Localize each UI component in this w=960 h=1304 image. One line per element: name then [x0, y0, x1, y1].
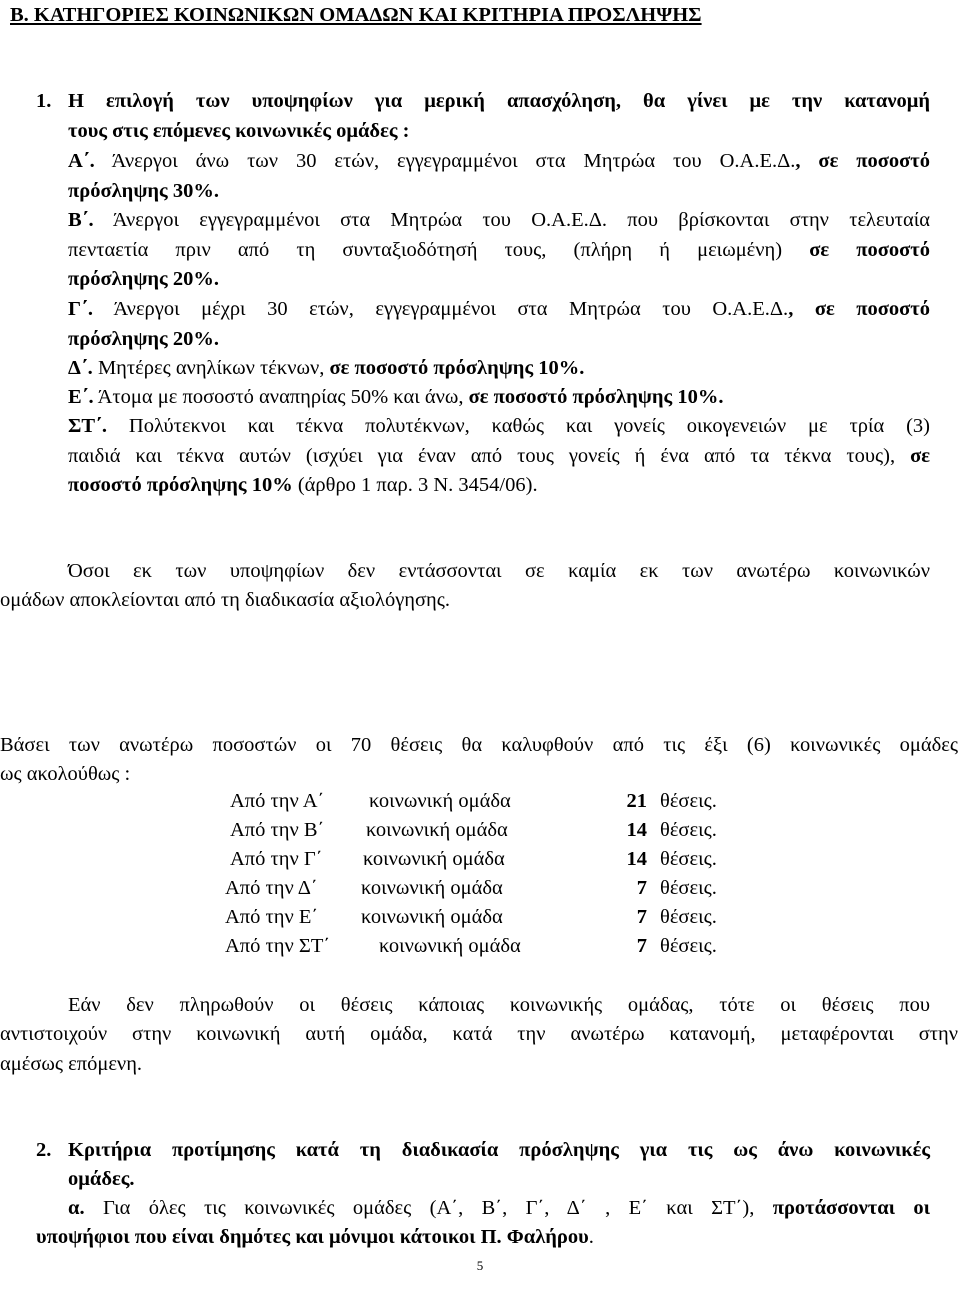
- row-unit: θέσεις.: [660, 819, 717, 841]
- table-row: [0, 846, 960, 872]
- item1-heading-line2: τους στις επόμενες κοινωνικές ομάδες :: [68, 120, 410, 142]
- group-a-line1: [68, 148, 930, 174]
- group-st-line3: [68, 472, 538, 498]
- row-count: 14: [626, 819, 647, 841]
- group-g-line2: πρόσληψης 20%.: [68, 328, 219, 350]
- item2-a-line2-bold: υποψήφιοι που είναι δημότες και μόνιμοι κάτοικοι Π. Φαλήρου: [36, 1226, 589, 1248]
- row-unit: θέσεις.: [660, 790, 717, 812]
- group-b-label: Β΄.: [68, 209, 94, 231]
- allocation-line1: Βάσει των ανωτέρω ποσοστών οι 70 θέσεις θα καλυφθούν από τις έξι (6) κοινωνικές ομάδες: [0, 734, 958, 756]
- group-st-line2-text: παιδιά και τέκνα αυτών (ισχύει για έναν από τους γονείς ή ένα από τα τέκνα τους),: [68, 445, 911, 467]
- transfer-line3: αμέσως επόμενη.: [0, 1053, 143, 1075]
- item2-a-line2-end: .: [588, 1226, 594, 1248]
- item2-heading-line2: ομάδες.: [68, 1168, 135, 1190]
- row-group: κοινωνική ομάδα: [363, 848, 505, 870]
- row-count: 7: [636, 877, 647, 899]
- table-row: [0, 933, 960, 959]
- table-row: [0, 904, 960, 930]
- row-group: κοινωνική ομάδα: [366, 819, 508, 841]
- group-b-line2-bold: σε ποσοστό: [809, 239, 930, 261]
- page-number: 5: [476, 1258, 484, 1273]
- group-st-line2: [68, 443, 930, 469]
- exclusion-line2: ομάδων αποκλείονται από τη διαδικασία αξιολόγησης.: [0, 589, 450, 611]
- transfer-line2: αντιστοιχούν στην κοινωνική αυτή ομάδα, κατά την ανωτέρω κατανομή, μεταφέρονται στην: [0, 1023, 958, 1045]
- section-title: Β. ΚΑΤΗΓΟΡΙΕΣ ΚΟΙΝΩΝΙΚΩΝ ΟΜΑΔΩΝ ΚΑΙ ΚΡΙΤΗΡΙΑ ΠΡΟΣΛΗΨΗΣ: [10, 4, 702, 26]
- group-e-bold: σε ποσοστό πρόσληψης 10%.: [468, 386, 724, 408]
- row-from: Από την Δ΄: [225, 877, 318, 899]
- row-group: κοινωνική ομάδα: [361, 877, 503, 899]
- group-a-line2: πρόσληψης 30%.: [68, 180, 219, 202]
- row-unit: θέσεις.: [660, 906, 717, 928]
- item2-a-line1: [68, 1195, 930, 1221]
- table-row: [0, 875, 960, 901]
- row-count: 7: [636, 906, 647, 928]
- item2-a-line2: [36, 1224, 594, 1250]
- group-a-label: Α΄.: [68, 150, 95, 172]
- group-st-text: Πολύτεκνοι και τέκνα πολυτέκνων, καθώς και γονείς οικογενειών με τρία (3): [107, 415, 930, 437]
- row-count: 21: [626, 790, 647, 812]
- group-d-text: Μητέρες ανηλίκων τέκνων,: [92, 357, 330, 379]
- allocation-line2: ως ακολούθως :: [0, 763, 131, 785]
- row-group: κοινωνική ομάδα: [379, 935, 521, 957]
- group-b-text: Άνεργοι εγγεγραμμένοι στα Μητρώα του Ο.Α.Ε.Δ.: [93, 209, 608, 231]
- group-st-line3-bold: ποσοστό πρόσληψης 10%: [68, 474, 293, 496]
- group-st-line1: [68, 413, 930, 439]
- item2-heading-line1: Κριτήρια προτίμησης κατά τη διαδικασία πρόσληψης για τις ως άνω κοινωνικές: [68, 1139, 930, 1161]
- row-unit: θέσεις.: [660, 877, 717, 899]
- group-st-label: ΣΤ΄.: [68, 415, 108, 437]
- row-group: κοινωνική ομάδα: [369, 790, 511, 812]
- table-row: [0, 788, 960, 814]
- group-d-label: Δ΄.: [68, 357, 93, 379]
- item2-a-text: Για όλες τις κοινωνικές ομάδες (Α΄, Β΄, Γ΄, Δ΄ , Ε΄ και ΣΤ΄),: [84, 1197, 773, 1219]
- exclusion-line1: Όσοι εκ των υποψηφίων δεν εντάσσονται σε καμία εκ των ανωτέρω κοινωνικών: [68, 560, 930, 582]
- item2-number: 2.: [36, 1139, 52, 1161]
- item2-a-label: α.: [68, 1197, 85, 1219]
- group-b-text2: που βρίσκονται στην τελευταία: [607, 209, 930, 231]
- row-unit: θέσεις.: [660, 935, 717, 957]
- group-a-bold: , σε ποσοστό: [795, 150, 930, 172]
- group-g-bold: , σε ποσοστό: [788, 298, 930, 320]
- row-from: Από την Α΄: [230, 790, 325, 812]
- row-group: κοινωνική ομάδα: [361, 906, 503, 928]
- group-d-line: [68, 355, 584, 381]
- row-count: 7: [636, 935, 647, 957]
- group-b-line1: [68, 207, 930, 233]
- row-count: 14: [626, 848, 647, 870]
- item1-number: 1.: [36, 90, 52, 112]
- item1-heading-line1: Η επιλογή των υποψηφίων για μερική απασχόληση, θα γίνει με την κατανομή: [68, 90, 930, 112]
- group-e-text: Άτομα με ποσοστό αναπηρίας 50% και άνω,: [93, 386, 469, 408]
- transfer-line1: Εάν δεν πληρωθούν οι θέσεις κάποιας κοινωνικής ομάδας, τότε οι θέσεις που: [68, 994, 930, 1016]
- group-b-line2: [68, 237, 930, 263]
- group-b-line3: πρόσληψης 20%.: [68, 268, 219, 290]
- row-unit: θέσεις.: [660, 848, 717, 870]
- group-b-line2-text: πενταετία πριν από τη συνταξιοδότησή τους, (πλήρη ή μειωμένη): [68, 239, 810, 261]
- row-from: Από την Γ΄: [230, 848, 323, 870]
- group-a-text: Άνεργοι άνω των 30 ετών, εγγεγραμμένοι στα Μητρώα του Ο.Α.Ε.Δ.: [94, 150, 796, 172]
- group-g-label: Γ΄.: [68, 298, 93, 320]
- row-from: Από την Ε΄: [225, 906, 319, 928]
- table-row: [0, 817, 960, 843]
- group-st-line3-text: (άρθρο 1 παρ. 3 Ν. 3454/06).: [292, 474, 538, 496]
- row-from: Από την ΣΤ΄: [225, 935, 331, 957]
- item2-a-bold: προτάσσονται οι: [772, 1197, 931, 1219]
- group-st-line2-bold: σε: [910, 445, 930, 467]
- row-from: Από την Β΄: [230, 819, 325, 841]
- group-g-text: Άνεργοι μέχρι 30 ετών, εγγεγραμμένοι στα Μητρώα του Ο.Α.Ε.Δ.: [93, 298, 789, 320]
- group-d-bold: σε ποσοστό πρόσληψης 10%.: [329, 357, 585, 379]
- group-g-line1: [68, 296, 930, 322]
- group-e-line: [68, 384, 723, 410]
- group-e-label: Ε΄.: [68, 386, 94, 408]
